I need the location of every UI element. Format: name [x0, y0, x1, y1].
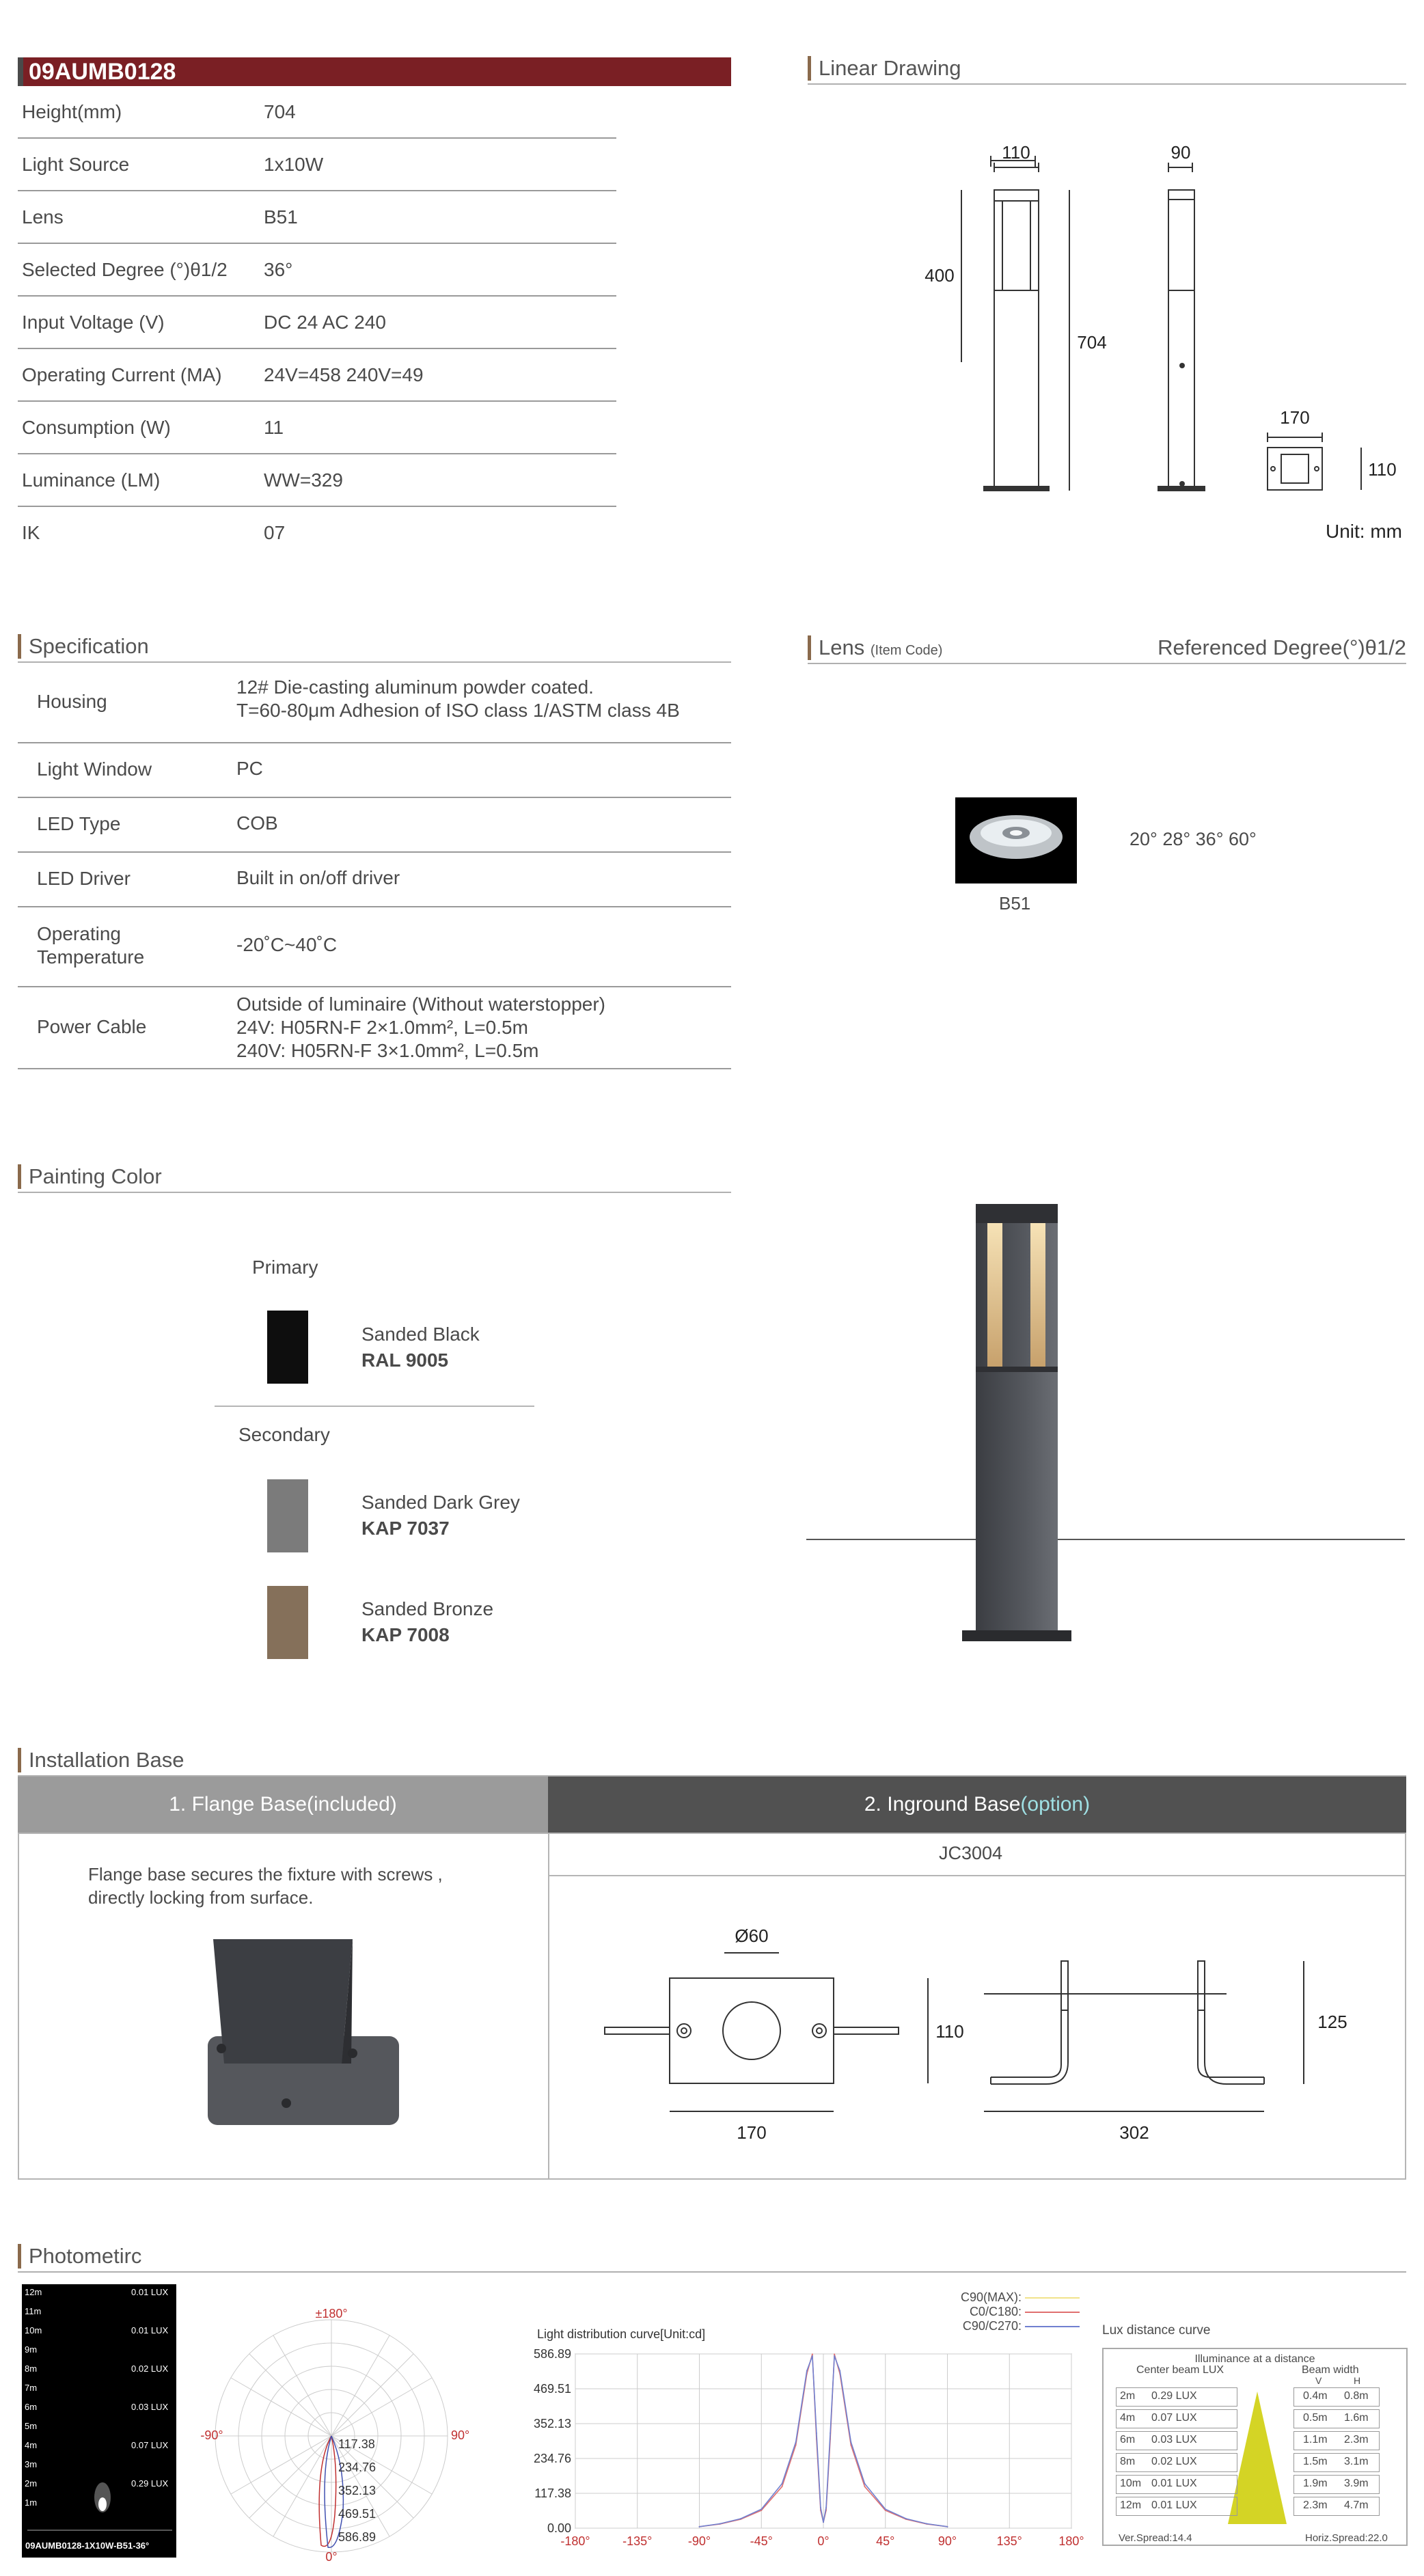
spec-key: Selected Degree (°)θ1/2 — [22, 259, 228, 280]
isolux-value: 0.02 LUX — [131, 2363, 169, 2374]
isolux-distance: 6m — [25, 2402, 38, 2412]
spec-key: LED Type — [37, 813, 121, 834]
isolux-label: 09AUMB0128-1X10W-B51-36° — [25, 2540, 150, 2551]
product-code-title: 09AUMB0128 — [18, 57, 731, 86]
spec-key: Housing — [37, 691, 107, 712]
data-point — [825, 2507, 827, 2508]
data-point — [926, 2523, 927, 2524]
lux-value: 0.01 LUX — [1151, 2499, 1197, 2511]
lux-distance: 10m — [1120, 2478, 1142, 2489]
data-point — [782, 2483, 783, 2484]
lux-foot-left: Ver.Spread:14.4 — [1119, 2532, 1192, 2544]
spec-row — [18, 139, 616, 191]
lens-heading: Lens (Item Code) Referenced Degree(°)θ1/2 — [808, 634, 1406, 664]
polar-chart — [198, 2307, 471, 2564]
lux-width-v: 1.9m — [1303, 2478, 1328, 2489]
polar-right: 90° — [451, 2428, 470, 2442]
inground-depth: 125 — [1317, 2012, 1347, 2032]
spec-value: 704 — [264, 101, 296, 122]
flange-base-photo — [194, 1934, 413, 2132]
isolux-distance: 5m — [25, 2421, 38, 2431]
spec-value: COB — [236, 812, 278, 834]
polar-left: -90° — [200, 2428, 223, 2442]
lux-width-h: 4.7m — [1344, 2499, 1369, 2511]
spec-row — [18, 86, 616, 139]
lux-distance: 2m — [1120, 2390, 1136, 2402]
lux-beam-width: Beam width — [1302, 2364, 1359, 2376]
polar-val-3: 469.51 — [338, 2507, 376, 2521]
spec-value: 36° — [264, 259, 293, 280]
lux-value: 0.07 LUX — [1151, 2412, 1197, 2424]
lux-width-h: 2.3m — [1344, 2434, 1369, 2445]
isolux-value: 0.29 LUX — [131, 2478, 169, 2489]
data-point — [806, 2370, 808, 2372]
spec-value: -20˚C~40˚C — [236, 934, 338, 955]
spec-key: Lens — [22, 206, 64, 228]
spec-value: 1x10W — [264, 154, 324, 175]
spec-key: LED Driver — [37, 868, 131, 889]
isolux-distance: 2m — [25, 2478, 38, 2489]
lux-width-h: 3.1m — [1344, 2456, 1369, 2467]
data-point — [782, 2486, 783, 2487]
lux-v: V — [1315, 2375, 1322, 2386]
isolux-distance: 9m — [25, 2344, 38, 2355]
dim-base-height: 110 — [1368, 459, 1397, 480]
install-divider-h — [549, 1875, 1406, 1876]
spec-value: PC — [236, 758, 263, 779]
spec-value: 24V=458 240V=49 — [264, 364, 424, 385]
spec-key: Light Window — [37, 758, 152, 780]
isolux-distance: 12m — [25, 2287, 42, 2297]
isolux-value: 0.03 LUX — [131, 2402, 169, 2412]
isolux-distance: 7m — [25, 2383, 38, 2393]
install-divider — [548, 1833, 549, 2180]
lens-image — [955, 797, 1077, 883]
primary-label: Primary — [252, 1257, 318, 1278]
spec-key: Consumption (W) — [22, 417, 171, 438]
lux-distance: 4m — [1120, 2412, 1136, 2424]
spec-row-housing — [18, 663, 731, 743]
inground-length: 302 — [1119, 2122, 1149, 2143]
spec-row-cable — [18, 987, 731, 1069]
inground-dia: Ø60 — [735, 1926, 769, 1946]
specification-heading: Specification — [18, 633, 731, 663]
tab-flange-base[interactable]: 1. Flange Base(included) — [18, 1777, 548, 1833]
data-point — [740, 2518, 741, 2519]
dim-height-1: 400 — [925, 265, 955, 286]
polar-val-2: 352.13 — [338, 2484, 376, 2497]
dim-height-2: 704 — [1077, 332, 1107, 353]
y-tick-label: 0.00 — [547, 2521, 571, 2535]
data-point — [820, 2507, 821, 2508]
spec-row — [18, 297, 616, 349]
inground-width: 170 — [737, 2122, 767, 2143]
spec-key: Luminance (LM) — [22, 469, 161, 491]
polar-val-1: 234.76 — [338, 2461, 376, 2474]
polar-top: ±180° — [315, 2307, 348, 2320]
polar-val-4: 586.89 — [338, 2530, 376, 2544]
lux-distance: 6m — [1120, 2434, 1136, 2445]
isolux-distance: 3m — [25, 2459, 38, 2469]
y-tick-label: 469.51 — [533, 2382, 571, 2396]
isolux-distance: 4m — [25, 2440, 38, 2450]
linear-drawing-lines — [916, 137, 1421, 547]
lux-value: 0.03 LUX — [1151, 2434, 1197, 2445]
x-tick-label: 45° — [876, 2534, 895, 2548]
spec-key: Operating Temperature — [37, 923, 145, 968]
spec-row-temperature — [18, 907, 731, 987]
spec-row — [18, 244, 616, 297]
spec-value: 11 — [264, 417, 284, 438]
y-tick-label: 352.13 — [533, 2417, 571, 2430]
color-black: Sanded Black RAL 9005 — [361, 1324, 480, 1371]
data-point — [834, 2353, 835, 2355]
data-point — [812, 2353, 813, 2355]
secondary-label: Secondary — [238, 1424, 330, 1445]
curve-legend: C90(MAX): C0/C180: C90/C270: — [943, 2290, 1080, 2333]
spec-value: WW=329 — [264, 469, 343, 491]
inground-drawing — [588, 1913, 1394, 2159]
swatch-dark-grey — [267, 1479, 308, 1552]
lux-value: 0.02 LUX — [1151, 2456, 1197, 2467]
x-tick-label: -135° — [622, 2534, 653, 2548]
lux-value: 0.29 LUX — [1151, 2390, 1197, 2402]
spec-row-driver — [18, 853, 731, 907]
isolux-distance: 11m — [25, 2306, 42, 2316]
x-tick-label: -45° — [750, 2534, 773, 2548]
lens-degrees: 20° 28° 36° 60° — [1129, 829, 1257, 849]
data-point — [823, 2521, 824, 2523]
spec-value: DC 24 AC 240 — [264, 312, 386, 333]
lux-width-v: 0.4m — [1303, 2390, 1328, 2402]
data-point — [850, 2441, 851, 2443]
spec-row-window — [18, 743, 731, 798]
spec-row — [18, 191, 616, 244]
x-tick-label: 135° — [996, 2534, 1022, 2548]
data-point — [864, 2483, 866, 2484]
spec-row — [18, 454, 616, 507]
x-tick-label: -90° — [687, 2534, 711, 2548]
tab-inground-base[interactable]: 2. Inground Base(option) — [548, 1777, 1406, 1833]
lux-center-beam: Center beam LUX — [1136, 2364, 1224, 2376]
data-point — [885, 2508, 886, 2510]
y-tick-label: 117.38 — [534, 2486, 571, 2500]
spec-row — [18, 349, 616, 402]
data-point — [816, 2433, 817, 2434]
lux-distance: 12m — [1120, 2499, 1142, 2511]
unit-label: Unit: mm — [1326, 521, 1402, 542]
lux-h: H — [1354, 2375, 1361, 2386]
divider — [215, 1406, 534, 1407]
data-point — [795, 2441, 797, 2443]
chart-title: Light distribution curve[Unit:cd] — [537, 2327, 706, 2341]
lux-width-v: 1.5m — [1303, 2456, 1328, 2467]
isolux-value: 0.01 LUX — [131, 2325, 169, 2335]
x-tick-label: 90° — [937, 2534, 957, 2548]
spec-row — [18, 402, 616, 454]
inground-height: 110 — [935, 2021, 964, 2042]
y-tick-label: 234.76 — [533, 2452, 571, 2465]
data-point — [864, 2486, 866, 2487]
spec-key: Operating Current (MA) — [22, 364, 222, 385]
spec-row — [18, 507, 616, 560]
color-dark-grey: Sanded Dark Grey KAP 7037 — [361, 1492, 520, 1539]
spec-key: Height(mm) — [22, 101, 122, 122]
lux-head: Illuminance at a distance — [1194, 2353, 1315, 2365]
spec-key: Light Source — [22, 154, 130, 175]
polar-bottom: 0° — [325, 2550, 338, 2564]
data-point — [720, 2523, 721, 2524]
dim-width-2: 90 — [1170, 142, 1191, 163]
isolux-value: 0.07 LUX — [131, 2440, 169, 2450]
spec-value: B51 — [264, 206, 298, 228]
x-tick-label: -180° — [560, 2534, 590, 2548]
lux-width-v: 0.5m — [1303, 2412, 1328, 2424]
lux-width-h: 1.6m — [1344, 2412, 1369, 2424]
linear-drawing-heading: Linear Drawing — [808, 55, 1406, 85]
lux-distance: 8m — [1120, 2456, 1136, 2467]
painting-heading: Painting Color — [18, 1163, 731, 1193]
product-photo — [806, 1196, 1408, 1647]
lux-table-box — [1102, 2348, 1408, 2546]
lens-name: B51 — [999, 893, 1031, 914]
data-point — [947, 2526, 948, 2527]
spec-value: 12# Die-casting aluminum powder coated. T=60-80μm Adhesion of ISO class 1/ASTM class 4B — [236, 676, 680, 721]
lux-title: Lux distance curve — [1102, 2323, 1211, 2338]
isolux-value: 0.01 LUX — [131, 2287, 169, 2297]
swatch-black — [267, 1311, 308, 1384]
isolux-distance: 8m — [25, 2363, 38, 2374]
flange-description: Flange base secures the fixture with screws , directly locking from surface. — [88, 1864, 443, 1908]
swatch-bronze — [267, 1586, 308, 1659]
light-distribution-chart — [519, 2323, 1084, 2559]
spec-value: 07 — [264, 522, 286, 543]
isolux-distance: 1m — [25, 2497, 38, 2508]
isolux-distance: 10m — [25, 2325, 42, 2335]
data-point — [699, 2526, 700, 2527]
spec-row-led — [18, 798, 731, 853]
x-tick-label: 180° — [1058, 2534, 1084, 2548]
spec-key: Input Voltage (V) — [22, 312, 165, 333]
x-tick-label: 0° — [817, 2534, 830, 2548]
lux-width-h: 0.8m — [1344, 2390, 1369, 2402]
data-point — [839, 2370, 840, 2372]
data-point — [830, 2433, 831, 2434]
isolux-image — [22, 2284, 176, 2558]
data-point — [834, 2355, 835, 2357]
lux-foot-right: Horiz.Spread:22.0 — [1305, 2532, 1388, 2544]
dim-width-1: 110 — [1002, 142, 1030, 163]
spec-value: Built in on/off driver — [236, 867, 400, 888]
lux-width-v: 1.1m — [1303, 2434, 1328, 2445]
data-point — [761, 2508, 762, 2510]
lux-width-v: 2.3m — [1303, 2499, 1328, 2511]
lux-width-h: 3.9m — [1344, 2478, 1369, 2489]
y-tick-label: 586.89 — [533, 2347, 571, 2361]
installation-heading: Installation Base — [18, 1746, 1406, 1777]
dim-base-width: 170 — [1280, 407, 1310, 428]
photometric-heading: Photometirc — [18, 2243, 1406, 2273]
spec-value: Outside of luminaire (Without waterstopper) 24V: H05RN-F 2×1.0mm², L=0.5m 240V: H05RN-F 3×1.0mm², L=0.5m — [236, 994, 605, 1061]
color-bronze: Sanded Bronze KAP 7008 — [361, 1598, 494, 1645]
data-point — [905, 2518, 907, 2519]
spec-key: Power Cable — [37, 1016, 147, 1037]
data-point — [812, 2355, 813, 2357]
polar-val-0: 117.38 — [338, 2437, 375, 2451]
spec-key: IK — [22, 522, 40, 543]
inground-code: JC3004 — [939, 1843, 1003, 1863]
lux-value: 0.01 LUX — [1151, 2478, 1197, 2489]
